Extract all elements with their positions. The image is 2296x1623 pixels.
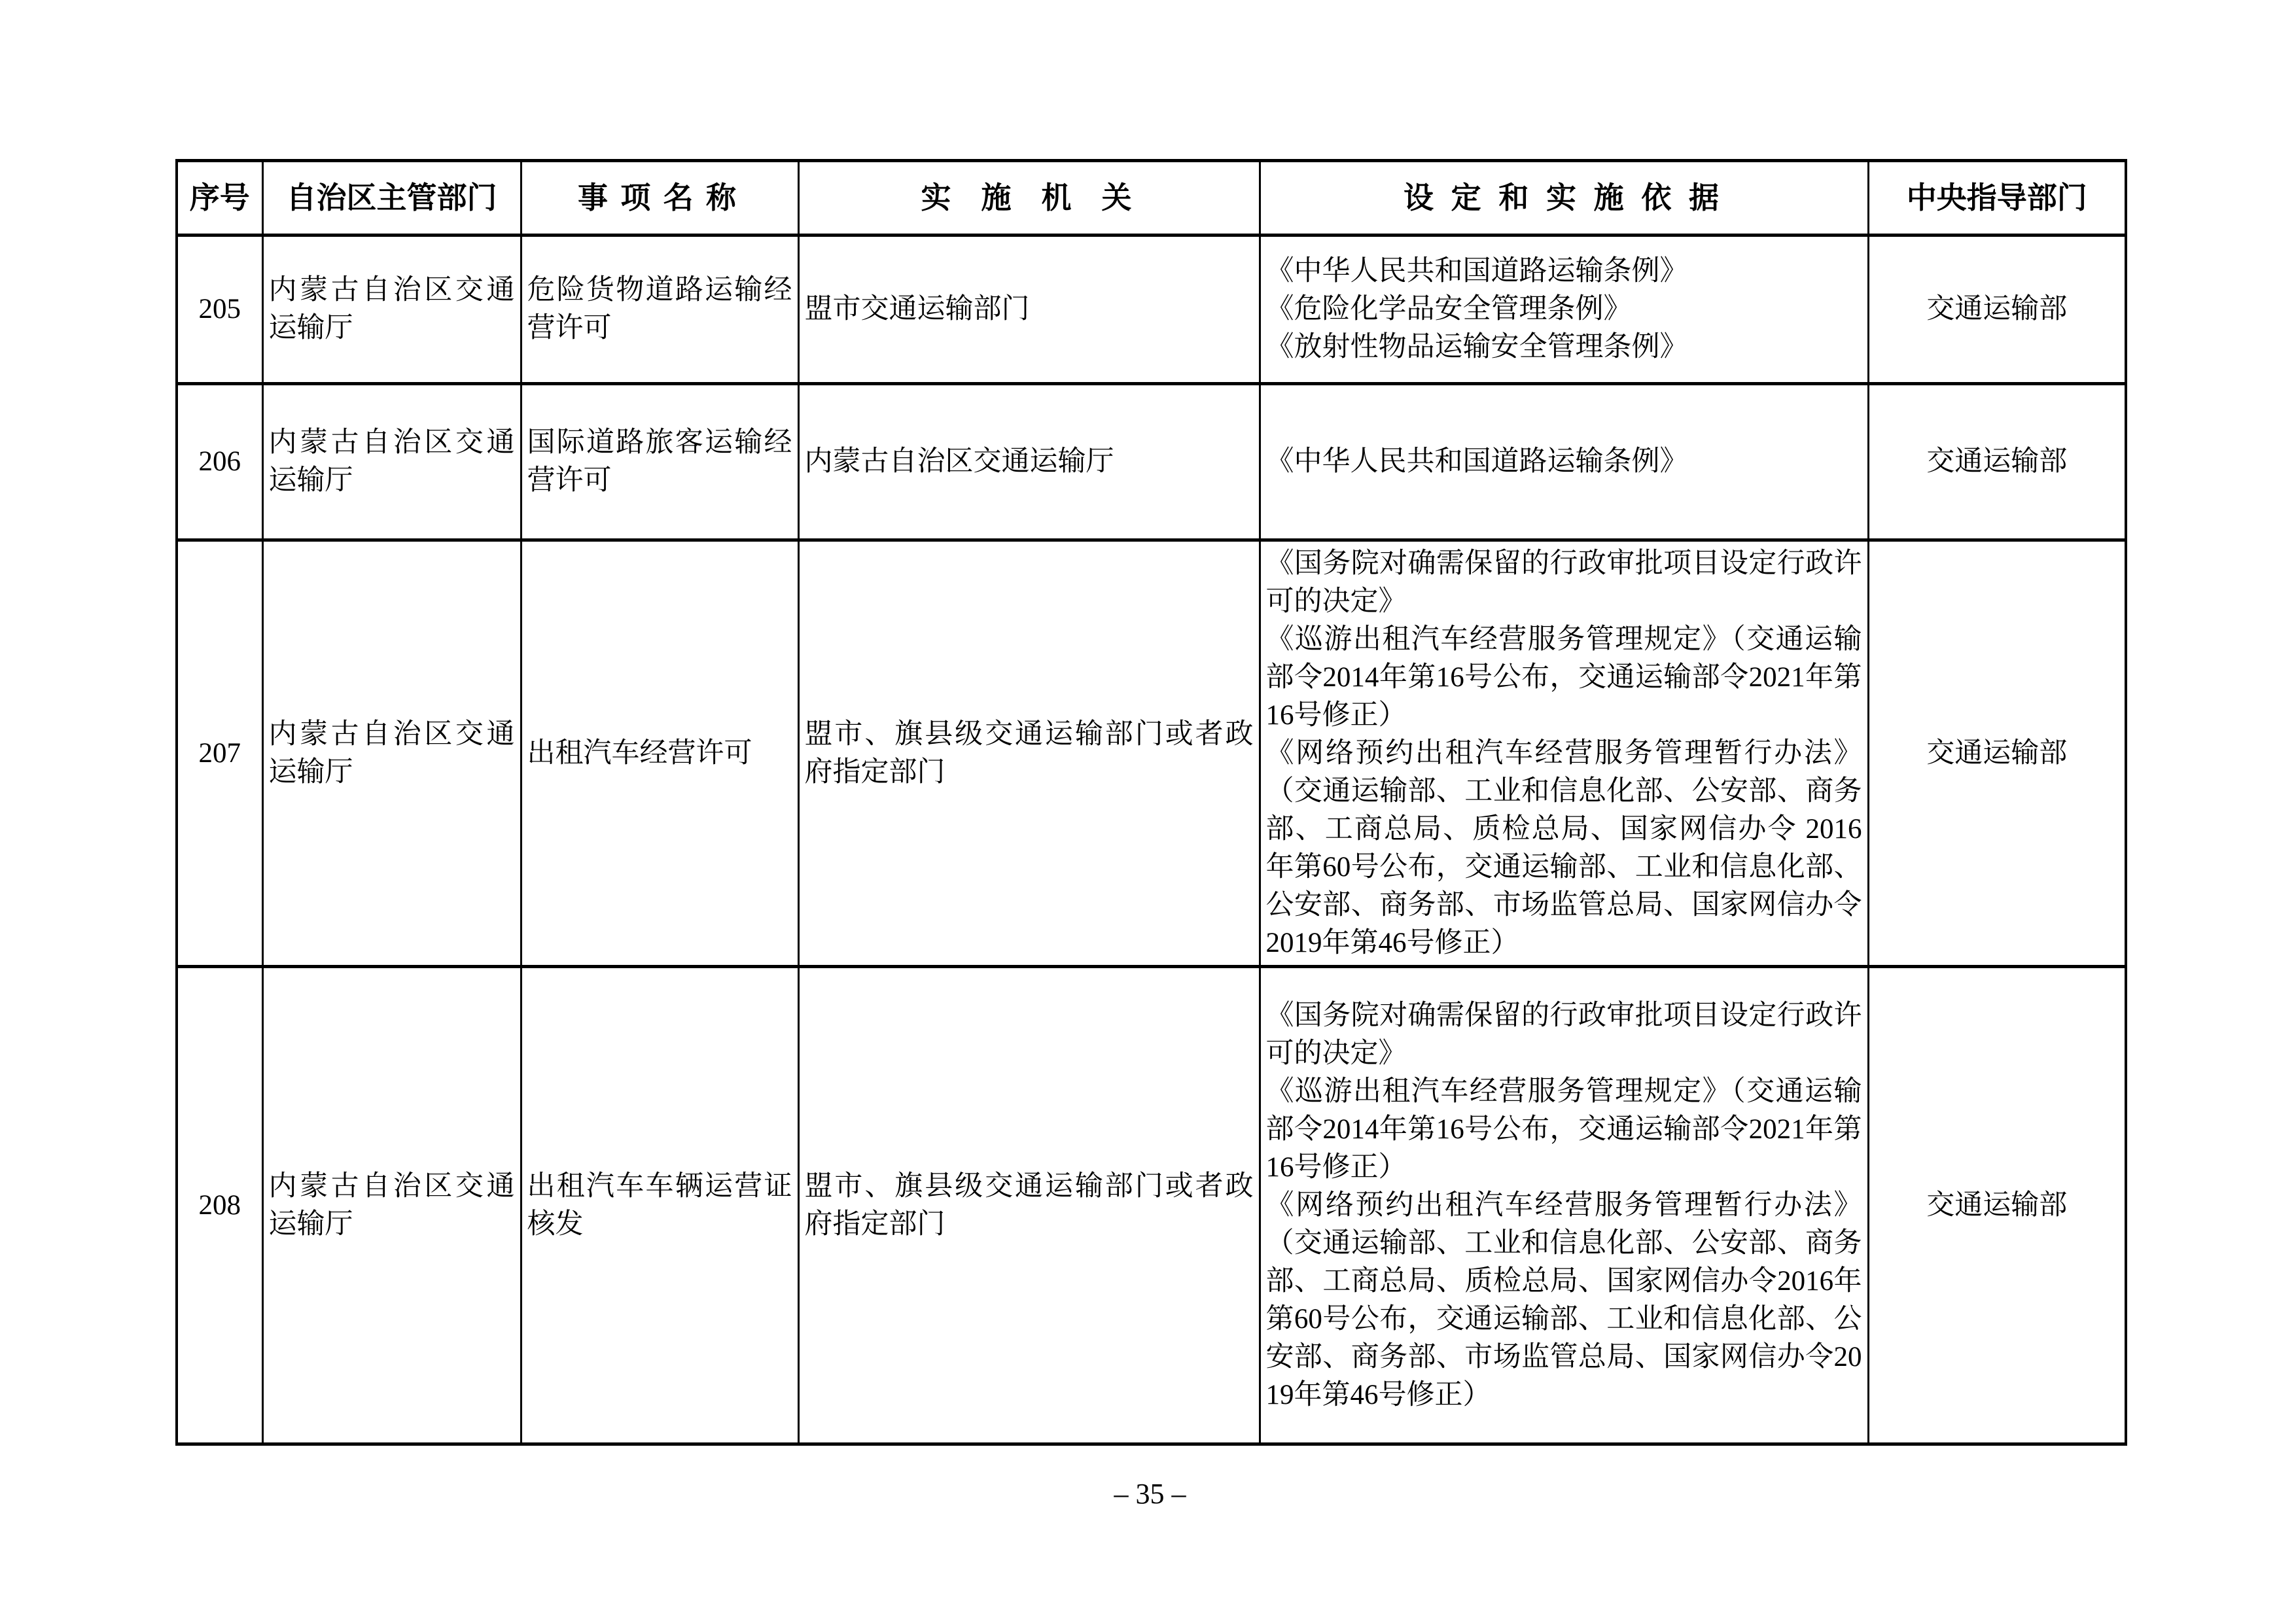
basis-entry: 《网络预约出租汽车经营服务管理暂行办法》（交通运输部、工业和信息化部、公安部、商务部、工商总局、质检总局、国家网信办令 2016年第60号公布，交通运输部、工业和信息化部、公安部、商务部、市场监管总局、国家网信办令2019年第46号修正） <box>1265 737 1862 958</box>
col-header-basis: 设定和实施依据 <box>1260 161 1868 236</box>
item-name-cell: 国际道路旅客运输经营许可 <box>521 384 798 540</box>
table-row-205 <box>177 236 2126 384</box>
central-dept-cell: 交通运输部 <box>1868 540 2126 967</box>
central-dept-cell: 交通运输部 <box>1868 236 2126 384</box>
central-dept-cell: 交通运输部 <box>1868 384 2126 540</box>
page-number: – 35 – <box>1114 1478 1186 1510</box>
basis-entry: 《危险化学品安全管理条例》 <box>1265 294 1632 324</box>
serial-cell: 205 <box>177 236 262 384</box>
item-name-cell: 出租汽车车辆运营证核发 <box>521 967 798 1444</box>
col-header-central-dept: 中央指导部门 <box>1868 161 2126 236</box>
agency-cell: 盟市交通运输部门 <box>798 236 1260 384</box>
col-header-item-name: 事项名称 <box>521 161 798 236</box>
agency-cell: 盟市、旗县级交通运输部门或者政府指定部门 <box>798 967 1260 1444</box>
basis-entry: 《中华人民共和国道路运输条例》 <box>1265 446 1688 477</box>
col-header-implementing-agency: 实施机关 <box>798 161 1260 236</box>
col-header-department: 自治区主管部门 <box>262 161 521 236</box>
table-row-206 <box>177 384 2126 540</box>
basis-cell <box>1260 384 1868 540</box>
basis-entry: 《网络预约出租汽车经营服务管理暂行办法》（交通运输部、工业和信息化部、公安部、商务部、工商总局、质检总局、国家网信办令2016年第60号公布，交通运输部、工业和信息化部、公安部、商务部、市场监管总局、国家网信办令2019年第46号修正） <box>1265 1189 1862 1410</box>
table-header-row <box>177 161 2126 236</box>
department-cell: 内蒙古自治区交通运输厅 <box>262 236 521 384</box>
serial-cell: 206 <box>177 384 262 540</box>
table-row-207 <box>177 540 2126 967</box>
item-name-cell: 危险货物道路运输经营许可 <box>521 236 798 384</box>
approval-items-table <box>175 159 2127 1446</box>
serial-cell: 207 <box>177 540 262 967</box>
basis-cell <box>1260 540 1868 967</box>
basis-cell <box>1260 236 1868 384</box>
department-cell: 内蒙古自治区交通运输厅 <box>262 967 521 1444</box>
department-cell: 内蒙古自治区交通运输厅 <box>262 540 521 967</box>
basis-cell <box>1260 967 1868 1444</box>
basis-entry: 《巡游出租汽车经营服务管理规定》（交通运输部令2014年第16号公布，交通运输部令2021年第16号修正） <box>1265 623 1862 731</box>
serial-cell: 208 <box>177 967 262 1444</box>
agency-cell: 盟市、旗县级交通运输部门或者政府指定部门 <box>798 540 1260 967</box>
basis-entry: 《国务院对确需保留的行政审批项目设定行政许可的决定》 <box>1265 548 1862 617</box>
basis-entry: 《国务院对确需保留的行政审批项目设定行政许可的决定》 <box>1265 1000 1862 1069</box>
item-name-cell: 出租汽车经营许可 <box>521 540 798 967</box>
basis-entry: 《放射性物品运输安全管理条例》 <box>1265 332 1688 362</box>
table-row-208 <box>177 967 2126 1444</box>
col-header-serial: 序号 <box>177 161 262 236</box>
agency-cell: 内蒙古自治区交通运输厅 <box>798 384 1260 540</box>
central-dept-cell: 交通运输部 <box>1868 967 2126 1444</box>
basis-entry: 《巡游出租汽车经营服务管理规定》（交通运输部令2014年第16号公布，交通运输部令2021年第16号修正） <box>1265 1075 1862 1183</box>
department-cell: 内蒙古自治区交通运输厅 <box>262 384 521 540</box>
basis-entry: 《中华人民共和国道路运输条例》 <box>1265 256 1688 287</box>
